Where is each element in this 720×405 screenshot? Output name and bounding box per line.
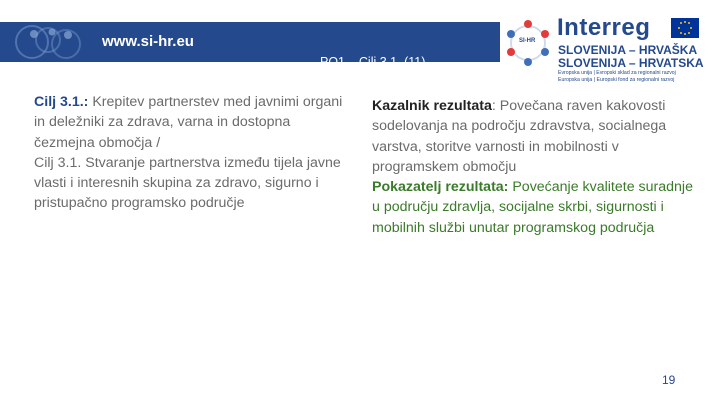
goal-text-si: Krepitev partnerstev med javnimi organi in deležniki za zdrava, varna in dostopna čezmejna območja /	[34, 94, 343, 151]
left-column	[34, 92, 352, 214]
right-column	[372, 96, 702, 238]
people-circles-decoration	[10, 22, 90, 62]
eu-flag-icon	[671, 18, 699, 38]
site-url[interactable]: www.si-hr.eu	[102, 33, 194, 50]
interreg-logo	[503, 14, 708, 90]
slide-title: PO1 – Cilj 3.1. (11)	[320, 55, 426, 69]
logo-country-line-hr: SLOVENIJA – HRVATSKA	[558, 56, 704, 70]
indicator-paragraph-hr	[372, 177, 702, 238]
logo-fund-line-si: Evropska unija | Evropski sklad za regionalni razvoj	[558, 70, 676, 76]
logo-fund-line-hr: Europska unija | Europski fond za regionalni razvoj	[558, 77, 675, 83]
indicator-label-hr: Pokazatelj rezultata:	[372, 179, 509, 196]
interreg-wordmark: Interreg	[557, 14, 651, 41]
indicator-paragraph-si	[372, 96, 702, 177]
indicator-text-hr: Povećanje kvalitete suradnje u području zdravlja, socijalne skrbi, sigurnosti i mobilnih službi unutar programskog područja	[372, 179, 693, 236]
logo-country-line-si: SLOVENIJA – HRVAŠKA	[558, 43, 698, 57]
goal-paragraph-si	[34, 92, 352, 153]
header-banner	[0, 22, 500, 69]
goal-label: Cilj 3.1.:	[34, 94, 89, 110]
indicator-label-si: Kazalnik rezultata	[372, 98, 492, 114]
goal-text-hr: Cilj 3.1. Stvaranje partnerstva između tijela javne vlasti i interesnih skupina za zdravo, sigurno i pristupačno programsko područje	[34, 154, 341, 212]
logo-mark-label: SI-HR	[519, 38, 536, 44]
indicator-text-si: : Povečana raven kakovosti sodelovanja na področju zdravstva, socialnega varstva, storitve varnosti in mobilnosti v programskem območju	[372, 98, 667, 175]
page-number: 19	[662, 373, 676, 387]
